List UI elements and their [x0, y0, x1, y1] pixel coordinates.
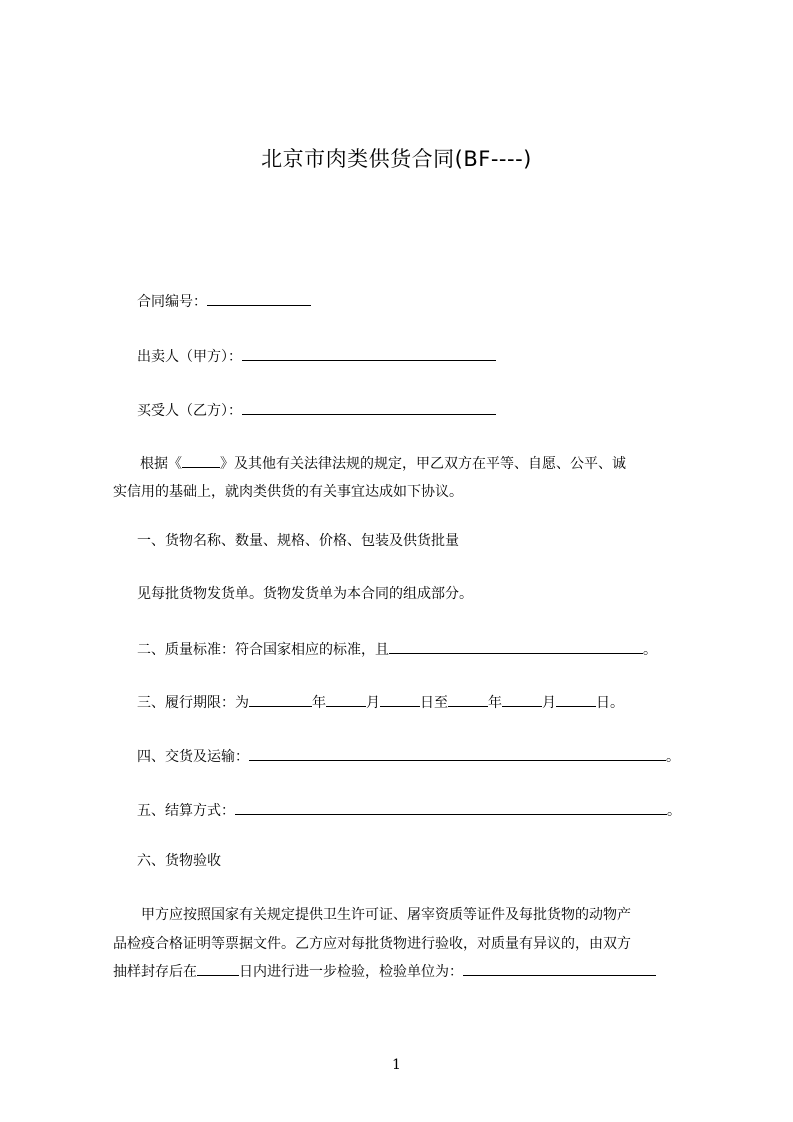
intro-prefix: 根据《: [140, 456, 182, 472]
inspection-days-blank[interactable]: [197, 960, 239, 976]
document-title: 北京市肉类供货合同(BF----): [261, 147, 532, 171]
buyer-blank[interactable]: [242, 399, 496, 415]
inspection-unit-blank[interactable]: [463, 960, 656, 976]
intro-suffix: 》及其他有关法律法规的规定，甲乙双方在平等、自愿、公平、诚: [220, 456, 626, 472]
seller-line: [137, 345, 496, 367]
day-to-label: 日至: [420, 695, 448, 711]
buyer-label: 买受人（乙方）：: [137, 403, 242, 419]
section6-line-3: [113, 960, 656, 982]
section5-line: [137, 799, 681, 821]
section2-line: [137, 638, 657, 660]
law-name-blank[interactable]: [182, 452, 220, 468]
quality-blank[interactable]: [389, 638, 643, 654]
section4-end: 。: [666, 749, 680, 765]
section6-heading: 六、货物验收: [137, 853, 221, 869]
year-label-1: 年: [312, 695, 326, 711]
contract-number-label: 合同编号：: [137, 294, 207, 310]
section1-body: 见每批货物发货单。货物发货单为本合同的组成部分。: [137, 586, 473, 602]
section1-heading: 一、货物名称、数量、规格、价格、包装及供货批量: [137, 533, 459, 549]
section6-line3-b: 日内进行进一步检验，检验单位为：: [239, 964, 463, 980]
month-label-2: 月: [542, 695, 556, 711]
delivery-blank[interactable]: [249, 745, 666, 761]
end-month-blank[interactable]: [502, 691, 542, 707]
seller-blank[interactable]: [242, 345, 496, 361]
section5-end: 。: [667, 803, 681, 819]
section2-label: 二、质量标准：符合国家相应的标准，且: [137, 642, 389, 658]
section3-line: [137, 691, 624, 713]
page-number: 1: [392, 1057, 401, 1073]
day-end-label: 日。: [596, 695, 624, 711]
section4-line: [137, 745, 680, 767]
seller-label: 出卖人（甲方）：: [137, 349, 242, 365]
intro-line-2: 实信用的基础上，就肉类供货的有关事宜达成如下协议。: [113, 484, 463, 500]
intro-line-1: [140, 452, 626, 474]
section2-end: 。: [643, 642, 657, 658]
section5-label: 五、结算方式：: [137, 803, 235, 819]
start-day-blank[interactable]: [380, 691, 420, 707]
section6-line3-a: 抽样封存后在: [113, 964, 197, 980]
section3-label: 三、履行期限：为: [137, 695, 249, 711]
settlement-blank[interactable]: [235, 799, 667, 815]
end-year-blank[interactable]: [448, 691, 488, 707]
contract-number-blank[interactable]: [207, 290, 311, 306]
month-label-1: 月: [366, 695, 380, 711]
section6-line-1: 甲方应按照国家有关规定提供卫生许可证、屠宰资质等证件及每批货物的动物产: [141, 907, 631, 923]
section6-line-2: 品检疫合格证明等票据文件。乙方应对每批货物进行验收，对质量有异议的，由双方: [113, 936, 631, 952]
end-day-blank[interactable]: [556, 691, 596, 707]
contract-number-line: [137, 290, 311, 312]
start-year-blank[interactable]: [249, 691, 312, 707]
year-label-2: 年: [488, 695, 502, 711]
section4-label: 四、交货及运输：: [137, 749, 249, 765]
buyer-line: [137, 399, 496, 421]
start-month-blank[interactable]: [326, 691, 366, 707]
